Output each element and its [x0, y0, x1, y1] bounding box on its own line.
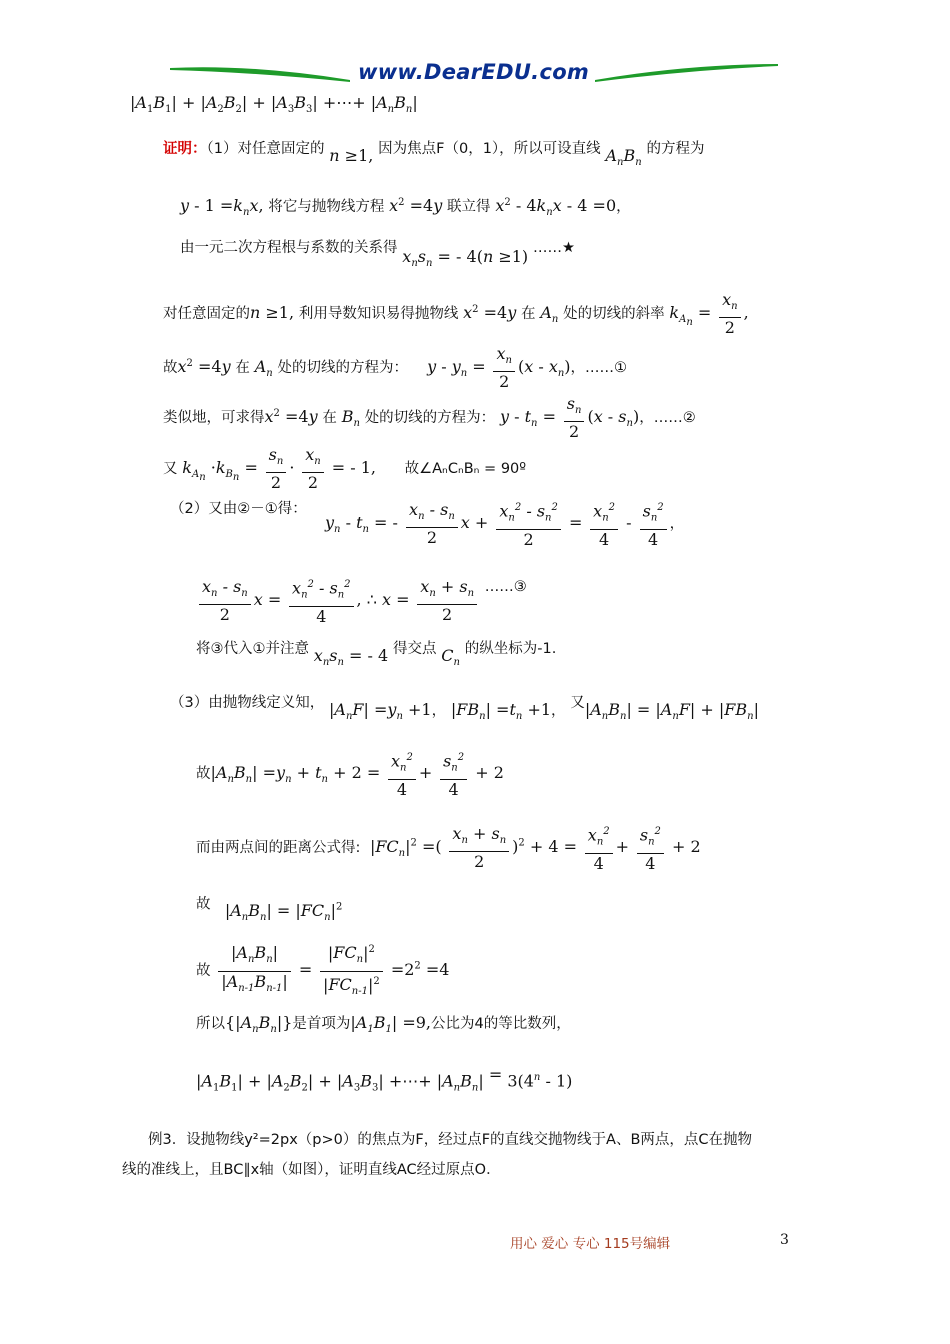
example-3-line-2: 线的准线上，且BC∥x轴（如图），证明直线AC经过原点O． — [122, 1162, 501, 1178]
site-url: www.DearEDU.com — [358, 60, 590, 84]
proof-line-16: 所以$\{|A_nB_n|\}$是首项为$|A_1B_1| =9$,公比为4的等比数列， — [196, 1013, 571, 1036]
proof-line-4: 对任意固定的n ≥1, 利用导数知识易得抛物线 $x^2 =4y$ 在 $A_n$ 处的切线的斜率 $k_{A_n}$ = $\frac{x_n}{2}$ , — [163, 290, 749, 338]
proof-line-2: $y - 1 =k_nx$, 将它与抛物线方程 $x^2 =4y$ 联立得 $x^2 - 4k_nx - 4 =0$， — [180, 196, 631, 219]
proof-line-15: 故 $\frac{|A_nB_n|}{|A_{n-1}B_{n-1}|}$ = $\frac{|FC_n|^2}{|FC_{n-1}|^2}$ $=2^2 =4$ — [196, 940, 449, 1002]
proof-line-12: 故$|A_nB_n| =y_n + t_n + 2$ = $\frac{x_n^2}{4}$ + $\frac{s_n^2}{4}$ + 2 — [196, 748, 504, 800]
proof-eq-8: $y_n - t_n$ = - $\frac{x_n - s_n}{2}$ x + $\frac{x_n^2 - s_n^2}{2}$ = $\frac{x_n^2}{4}$ - $\frac{s_n^2}{4}$ ， — [325, 499, 685, 549]
proof-line-5: 故$x^2 =4y$ 在 $A_n$ 处的切线的方程为： y - $y_n$ = $\frac{x_n}{2}$ $(x - x_n)$，……① — [163, 344, 628, 392]
page-number: 3 — [780, 1232, 789, 1248]
example-3-line-1: 例3．设抛物线y²=2px（p>0）的焦点为F，经过点F的直线交抛物线于A、B两点，点C在抛物 — [148, 1132, 753, 1148]
proof-line-7: 又 $k_{A_n} \cdot k_{B_n}$ = $\frac{s_n}{2}$ · $\frac{x_n}{2}$ = - 1, 故∠AₙCₙBₙ = 90º — [163, 445, 527, 493]
proof-eq-9: $\frac{x_n - s_n}{2}$ x = $\frac{x_n^2 - s_n^2}{4}$ , ∴ x = $\frac{x_n + s_n}{2}$ ……③ — [196, 575, 527, 627]
proof-line-13: 而由两点间的距离公式得: $|FC_n|^2$ =( $\frac{x_n + s_n}{2}$ )$^2$ + 4 = $\frac{x_n^2}{4}$ + $\frac{s_n^2}{4}$ + 2 — [196, 823, 701, 873]
proof-line-8: （2）又由②－①得： — [170, 501, 307, 517]
footer-note: 用心 爱心 专心 115号编辑 — [510, 1236, 671, 1252]
proof-line-14: 故 $|A_nB_n| = |FC_n|^2$ — [196, 896, 343, 924]
proof-line-1: 证明：（1）对任意固定的 n ≥1, 因为焦点F（0，1），所以可设直线 $A_nB_n$ 的方程为 — [163, 141, 705, 169]
proof-line-6: 类似地，可求得$x^2 =4y$ 在 $B_n$ 处的切线的方程为： y - $t_n$ = $\frac{s_n}{2}$ $(x - s_n)$，……② — [163, 394, 696, 442]
proof-line-10: 将③代入①并注意 $x_ns_n$ = - 4 得交点 $C_n$ 的纵坐标为-1. — [196, 641, 557, 669]
proof-label: 证明： — [163, 141, 207, 157]
sum-formula: $|A_1B_1| + |A_2B_2| + |A_3B_3|$ +⋯+ $|A_nB_n|$ — [130, 93, 418, 116]
proof-line-17: $|A_1B_1| + |A_2B_2| + |A_3B_3|$ +⋯+ $|A_nB_n| = 3(4^n - 1)$ — [196, 1065, 573, 1094]
proof-line-3: 由一元二次方程根与系数的关系得 $x_ns_n$ = - 4(n ≥1) ……★ — [180, 240, 575, 270]
site-header-banner — [170, 58, 780, 88]
proof-line-11: （3）由抛物线定义知， $|A_nF| =y_n +1$， $|FB_n| =t_n +1$， 又$|A_nB_n| = |A_nF| + |FB_n|$ — [170, 695, 759, 723]
